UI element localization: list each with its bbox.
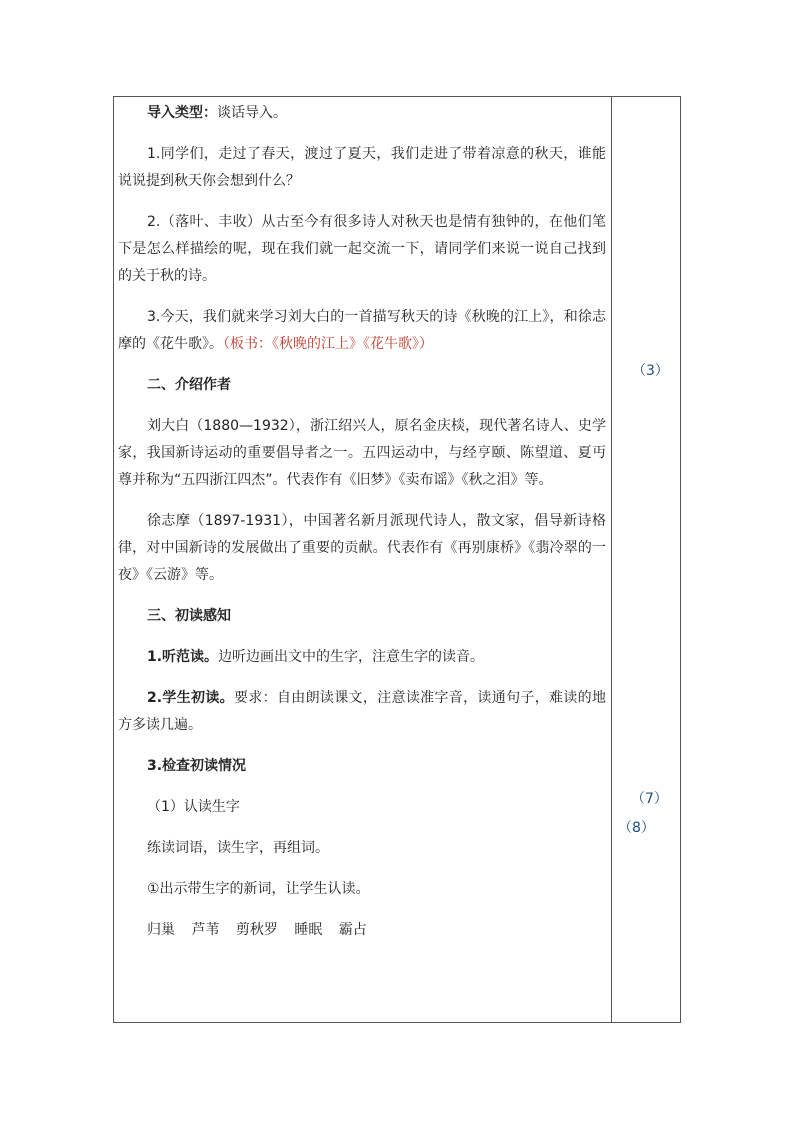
board-note: （板书：《秋晚的江上》《花牛歌》）	[223, 336, 433, 352]
reading-step-2-label: 2.学生初读。	[147, 690, 234, 706]
intro-type	[118, 100, 606, 127]
word-item: 芦苇	[191, 922, 220, 938]
reading-sub-1: （1）认读生字	[147, 799, 240, 815]
author-paragraph-2: 徐志摩（1897-1931），中国著名新月派现代诗人，散文家，倡导新诗格律，对中国新诗的发展做出了重要的贡献。代表作有《再别康桥》《翡冷翠的一夜》《云游》等。	[118, 513, 606, 583]
side-note-3: （3）	[632, 363, 669, 379]
word-item: 霸占	[338, 922, 367, 938]
intro-type-label: 导入类型：	[147, 105, 217, 121]
reading-step-2	[118, 685, 606, 739]
reading-step-2-text: 要求：自由朗读课文，注意读准字音，读通句子，难读的地方多读几遍。	[118, 690, 606, 733]
column-divider	[611, 96, 612, 1023]
intro-paragraph-1: 1.同学们，走过了春天，渡过了夏天，我们走进了带着凉意的秋天，谁能说说提到秋天你会想到什么？	[118, 146, 606, 189]
reading-step-1-text: 边听边画出文中的生字，注意生字的读音。	[218, 649, 485, 665]
intro-paragraph-3-text: 3.今天，我们就来学习刘大白的一首描写秋天的诗《秋晚的江上》，和徐志摩的《花牛歌》。	[118, 309, 606, 352]
intro-paragraph-2: 2.（落叶、丰收）从古至今有很多诗人对秋天也是情有独钟的，在他们笔下是怎么样描绘的呢，现在我们就一起交流一下，请同学们来说一说自己找到的关于秋的诗。	[118, 214, 606, 284]
reading-step-1-label: 1.听范读。	[147, 649, 219, 665]
author-paragraph-1: 刘大白（1880—1932），浙江绍兴人，原名金庆棪，现代著名诗人、史学家，我国新诗运动的重要倡导者之一。五四运动中，与经亨颐、陈望道、夏丏尊并称为“五四浙江四杰”。代表作有《旧梦》《卖布谣》《秋之泪》等。	[118, 418, 606, 488]
word-list	[118, 917, 606, 944]
word-item: 睡眠	[294, 922, 323, 938]
intro-type-text: 谈话导入。	[217, 105, 287, 121]
section-heading-author: 二、介绍作者	[147, 377, 231, 393]
word-item: 归巢	[147, 922, 175, 938]
reading-step-3: 3.检查初读情况	[147, 758, 247, 774]
reading-step-1	[118, 644, 606, 671]
practice-text: 练读词语，读生字，再组词。	[147, 840, 329, 856]
side-note-7: （7）	[631, 791, 668, 807]
section-heading-reading: 三、初读感知	[147, 608, 231, 624]
side-note-8: （8）	[618, 820, 655, 836]
word-item: 剪秋罗	[235, 922, 278, 938]
lesson-content	[118, 100, 606, 944]
intro-paragraph-3	[118, 304, 606, 358]
step-1-text: ①出示带生字的新词，让学生认读。	[147, 881, 370, 897]
